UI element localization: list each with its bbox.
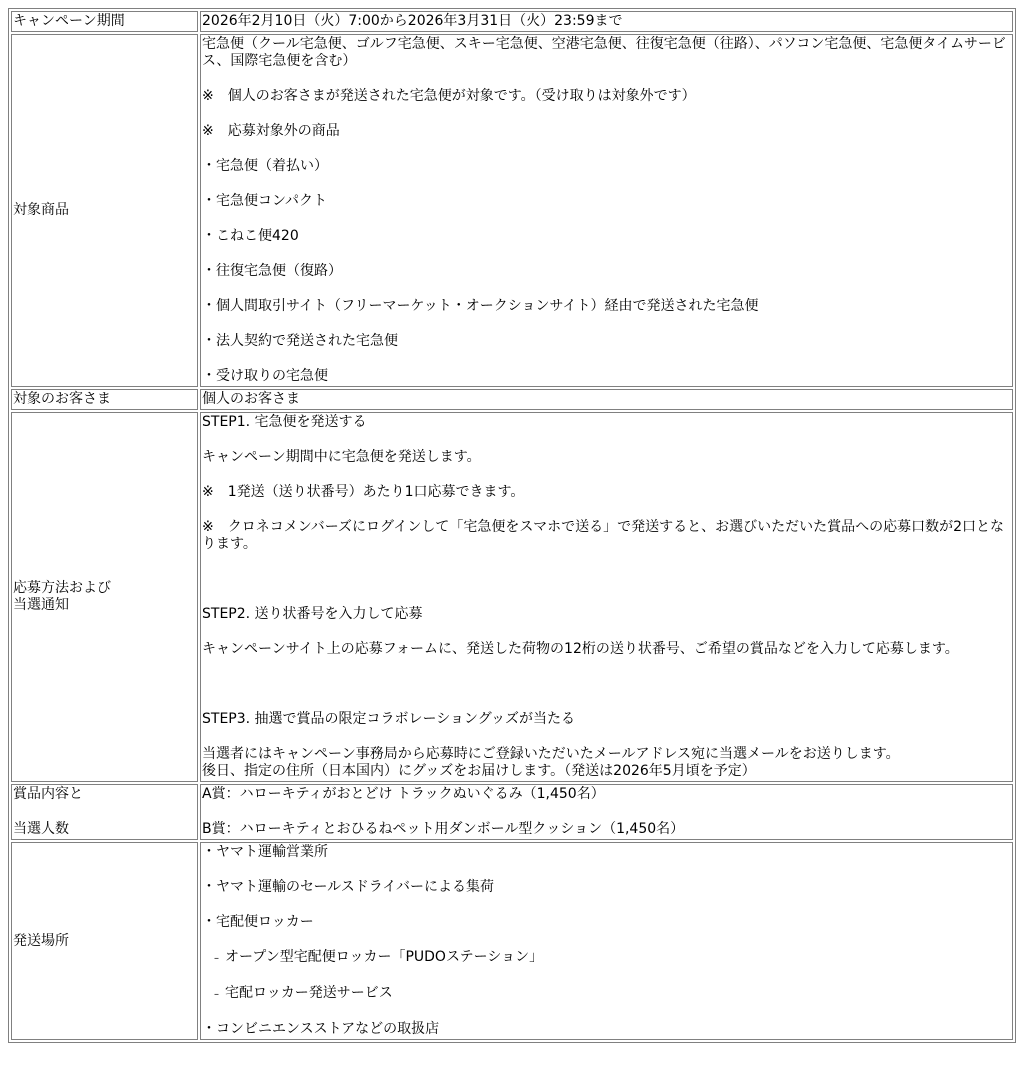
row-shipping-locations bbox=[11, 842, 1013, 1040]
location-item: ・宅配便ロッカー bbox=[202, 914, 314, 930]
row-campaign-period bbox=[11, 11, 1013, 32]
excluded-item: ・法人契約で発送された宅急便 bbox=[202, 333, 398, 349]
excluded-item: ・往復宅急便（復路） bbox=[202, 263, 342, 279]
label-campaign-period: キャンペーン期間 bbox=[11, 11, 198, 32]
products-note-excluded: ※ 応募対象外の商品 bbox=[202, 123, 340, 139]
excluded-item: ・こねこ便420 bbox=[202, 228, 299, 244]
step1-note: ※ 1発送（送り状番号）あたり1口応募できます。 bbox=[202, 484, 525, 500]
location-item: ・ヤマト運輸のセールスドライバーによる集荷 bbox=[202, 879, 495, 895]
campaign-details-table bbox=[8, 8, 1016, 1043]
step1-note: ※ クロネコメンバーズにログインして「宅急便をスマホで送る」で発送すると、お選びいただいた賞品への応募口数が2口となります。 bbox=[202, 519, 1004, 552]
row-target-products bbox=[11, 34, 1013, 387]
value-prizes bbox=[200, 784, 1013, 840]
excluded-item: ・受け取りの宅急便 bbox=[202, 368, 328, 384]
label-apply-line1: 応募方法および bbox=[13, 580, 111, 596]
label-shipping-locations: 発送場所 bbox=[11, 842, 198, 1040]
location-subitem bbox=[202, 985, 1011, 1003]
label-apply-line2: 当選通知 bbox=[13, 597, 69, 613]
label-prizes-line2: 当選人数 bbox=[13, 821, 69, 837]
label-target-customers: 対象のお客さま bbox=[11, 389, 198, 410]
step1-title: STEP1. 宅急便を発送する bbox=[202, 414, 367, 430]
row-prizes bbox=[11, 784, 1013, 840]
step2-text: キャンペーンサイト上の応募フォームに、発送した荷物の12桁の送り状番号、ご希望の賞品などを入力して応募します。 bbox=[202, 641, 959, 657]
label-target-products: 対象商品 bbox=[11, 34, 198, 387]
prize-b: B賞：ハローキティとおひるねペット用ダンボール型クッション（1,450名） bbox=[202, 821, 685, 837]
excluded-item: ・宅急便コンパクト bbox=[202, 193, 328, 209]
excluded-item: ・宅急便（着払い） bbox=[202, 158, 328, 174]
dash-bullet: – bbox=[214, 953, 219, 964]
step2-title: STEP2. 送り状番号を入力して応募 bbox=[202, 606, 423, 622]
label-prizes-line1: 賞品内容と bbox=[13, 786, 83, 802]
value-target-customers: 個人のお客さま bbox=[200, 389, 1013, 410]
step3-text: 当選者にはキャンペーン事務局から応募時にご登録いただいたメールアドレス宛に当選メールをお送りします。 bbox=[202, 746, 900, 762]
value-apply-method bbox=[200, 412, 1013, 782]
row-apply-method bbox=[11, 412, 1013, 782]
value-target-products bbox=[200, 34, 1013, 387]
products-note-individual: ※ 個人のお客さまが発送された宅急便が対象です。（受け取りは対象外です） bbox=[202, 88, 696, 104]
step3-text: 後日、指定の住所（日本国内）にグッズをお届けします。（発送は2026年5月頃を予定） bbox=[202, 763, 756, 779]
row-target-customers bbox=[11, 389, 1013, 410]
label-prizes bbox=[11, 784, 198, 840]
location-item: ・ヤマト運輸営業所 bbox=[202, 844, 328, 860]
location-item: ・コンビニエンスストアなどの取扱店 bbox=[202, 1021, 440, 1037]
label-apply-method bbox=[11, 412, 198, 782]
step1-text: キャンペーン期間中に宅急便を発送します。 bbox=[202, 449, 481, 465]
excluded-item: ・個人間取引サイト（フリーマーケット・オークションサイト）経由で発送された宅急便 bbox=[202, 298, 759, 314]
products-description: 宅急便（クール宅急便、ゴルフ宅急便、スキー宅急便、空港宅急便、往復宅急便（往路）、パソコン宅急便、宅急便タイムサービス、国際宅急便を含む） bbox=[202, 36, 1006, 69]
value-shipping-locations bbox=[200, 842, 1013, 1040]
step3-title: STEP3. 抽選で賞品の限定コラボレーショングッズが当たる bbox=[202, 711, 575, 727]
location-subitem-text: オープン型宅配便ロッカー「PUDOステーション」 bbox=[225, 949, 544, 965]
dash-bullet: – bbox=[214, 989, 219, 1000]
value-campaign-period: 2026年2月10日（火）7:00から2026年3月31日（火）23:59まで bbox=[200, 11, 1013, 32]
location-subitem bbox=[202, 949, 1011, 967]
prize-a: A賞：ハローキティがおとどけ トラックぬいぐるみ（1,450名） bbox=[202, 786, 605, 802]
location-subitem-text: 宅配ロッカー発送サービス bbox=[225, 985, 393, 1001]
